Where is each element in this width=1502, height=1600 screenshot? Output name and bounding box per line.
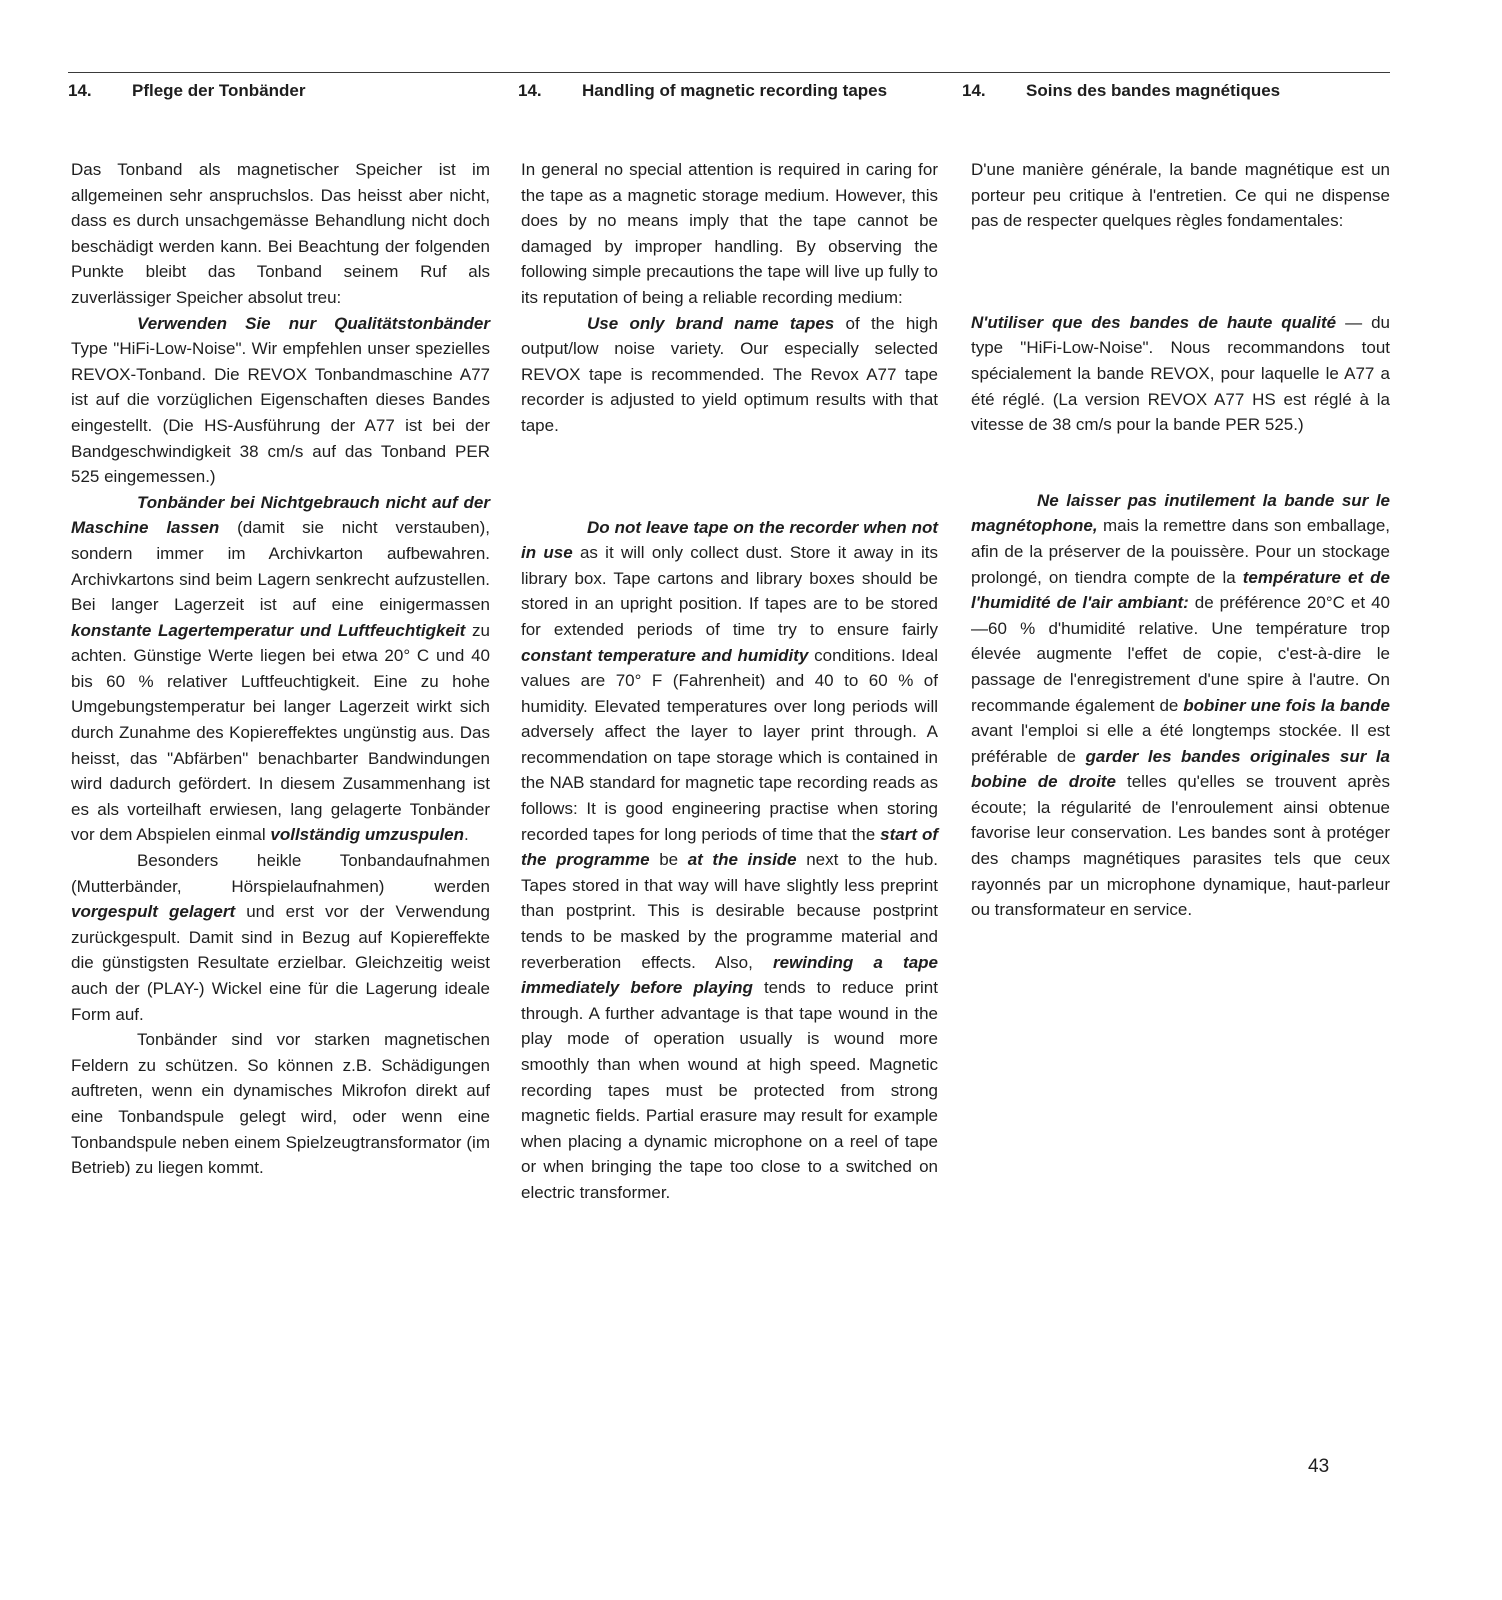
text: conditions. Ideal values are 70° F (Fahrenheit) and 40 to 60 % of humidity. Elevated temperatures over long periods will adversely affect the layer to layer print through. A recommendation on tape storage which is contained in the NAB standard for magnetic tape recording reads as follows: It is good engineering practise when storing recorded tapes for long periods of time that the	[521, 645, 938, 844]
emphasis: Tonbänder bei Nichtgebrauch nicht auf der Maschine lassen	[71, 492, 490, 538]
paragraph-master-tapes	[71, 848, 490, 1027]
emphasis: start of the programme	[521, 824, 938, 870]
paragraph-storage	[971, 488, 1390, 923]
emphasis: Ne laisser pas inutilement la bande sur le magnétophone,	[971, 490, 1390, 536]
page-number: 43	[1308, 1456, 1330, 1477]
text: zu achten. Günstige Werte liegen bei etwa 20° C und 40 bis 60 % relativer Luftfeuchtigkeit. Eine zu hohe Umgebungstemperatur bei langer Lagerzeit wirkt sich durch Zunahme des Kopiereffektes ungünstig aus. Das heisst, das "Abfärben" benachbarter Bandwindungen wird dadurch gefördert. In diesem Zusammenhang ist es als vorteilhaft erwiesen, lang gelagerte Tonbänder vor dem Abspielen einmal	[71, 620, 491, 845]
heading-english	[518, 80, 887, 102]
text: mais la remettre dans son emballage, afin de la préserver de la pouissère. Pour un stockage prolongé, on tiendra compte de la	[971, 516, 1390, 587]
emphasis: Use only brand name tapes	[587, 313, 835, 333]
emphasis: Verwenden Sie nur Qualitätstonbänder	[137, 313, 490, 333]
paragraph-quality-tapes	[71, 311, 490, 490]
emphasis: constant temperature and humidity	[521, 645, 809, 665]
emphasis: rewinding a tape immediately before playing	[521, 952, 939, 998]
emphasis: vorgespult gelagert	[71, 902, 236, 922]
text: — du type "HiFi-Low-Noise". Nous recommandons tout spécialement la bande REVOX, pour laquelle le A77 a été réglé. (La version REVOX A77 HS est réglé à la vitesse de 38 cm/s pour la bande PER 525.)	[971, 312, 1390, 435]
heading-number: 14.	[962, 81, 986, 100]
text: .	[464, 825, 469, 845]
text: as it will only collect dust. Store it away in its library box. Tape cartons and library boxes should be stored in an upright position. If tapes are to be stored for extended periods of time try to ensure fairly	[521, 543, 939, 639]
column-german	[71, 157, 490, 1181]
paragraph-intro: In general no special attention is required in caring for the tape as a magnetic storage medium. However, this does by no means imply that the tape cannot be damaged by improper handling. By observing the following simple precautions the tape will live up fully to its reputation of being a reliable recording medium:	[521, 160, 938, 307]
top-rule	[68, 72, 1390, 73]
paragraph-quality-tapes	[971, 310, 1390, 438]
column-english	[521, 157, 938, 1206]
heading-title: Pflege der Tonbänder	[132, 81, 306, 100]
heading-title: Soins des bandes magnétiques	[1026, 81, 1281, 100]
paragraph-storage	[521, 515, 938, 1206]
emphasis: vollständig umzuspulen	[270, 825, 465, 845]
paragraph-storage	[71, 490, 490, 848]
emphasis: garder les bandes originales sur la bobine de droite	[971, 746, 1391, 792]
text: und erst vor der Verwendung zurückgespult. Damit sind in Bezug auf Kopiereffekte die günstigsten Resultate erzielbar. Gleichzeitig weist auch der (PLAY-) Wickel eine für die Lagerung ideale Form auf.	[71, 902, 490, 1024]
paragraph-intro: D'une manière générale, la bande magnétique est un porteur peu critique à l'entretien. Ce qui ne dispense pas de respecter quelques règles fondamentales:	[971, 160, 1390, 231]
emphasis: température et de l'humidité de l'air ambiant:	[971, 567, 1390, 613]
text: avant l'emploi si elle a été longtemps stockée. Il est préférable de	[971, 721, 1390, 766]
text: Besonders heikle Tonbandaufnahmen (Mutterbänder, Hörspielaufnahmen) werden	[71, 851, 490, 896]
text: (damit sie nicht verstauben), sondern immer im Archivkarton aufbewahren. Archivkartons sind beim Lagern senkrecht aufzustellen. Bei langer Lagerzeit ist auf eine einigermassen	[71, 518, 490, 615]
heading-title: Handling of magnetic recording tapes	[582, 81, 888, 100]
paragraph-intro: Das Tonband als magnetischer Speicher ist im allgemeinen sehr anspruchslos. Das heisst aber nicht, dass es durch unsachgemässe Behandlung nicht doch beschädigt werden kann. Bei Beachtung der folgenden Punkte bleibt das Tonband seinem Ruf als zuverlässiger Speicher absolut treu:	[71, 160, 490, 307]
heading-german	[68, 80, 306, 102]
text: tends to reduce print through. A further advantage is that tape wound in the play mode of operation usually is wound more smoothly than when wound at high speed. Magnetic recording tapes must be protected from strong magnetic fields. Partial erasure may result for example when placing a dynamic microphone on a reel of tape or when bringing the tape too close to a switched on electric transformer.	[521, 978, 938, 1202]
text: be	[649, 850, 688, 870]
heading-number: 14.	[518, 81, 542, 100]
emphasis: bobiner une fois la bande	[1183, 695, 1390, 715]
emphasis: at the inside	[687, 850, 797, 870]
emphasis: Do not leave tape on the recorder when not in use	[521, 517, 938, 563]
heading-number: 14.	[68, 81, 92, 100]
text: de préférence 20°C et 40—60 % d'humidité relative. Une température trop élevée augmente l'effet de copie, c'est-à-dire le passage de l'enregistrement d'une spire à l'autre. On recommande également de	[971, 593, 1390, 715]
emphasis: konstante Lagertemperatur und Luftfeuchtigkeit	[71, 620, 466, 640]
paragraph-quality-tapes	[521, 311, 938, 439]
text: next to the hub. Tapes stored in that way will have slightly less preprint than postprint. This is desirable because postprint tends to be masked by the programme material and reverberation effects. Also,	[521, 850, 939, 972]
column-french	[971, 157, 1390, 923]
text: telles qu'elles se trouvent après écoute; la régularité de l'enroulement ainsi obtenue favorise leur conservation. Les bandes sont à protéger des champs magnétiques parasites tels que ceux rayonnés par un microphone dynamique, haut-parleur ou transformateur en service.	[971, 772, 1390, 920]
text: of the high output/low noise variety. Our especially selected REVOX tape is recommended. The Revox A77 tape recorder is adjusted to yield optimum results with that tape.	[521, 313, 938, 435]
heading-french	[962, 80, 1280, 102]
text: Type "HiFi-Low-Noise". Wir empfehlen unser spezielles REVOX-Tonband. Die REVOX Tonbandmaschine A77 ist auf die vorzüglichen Eigenschaften dieses Bandes eingestellt. (Die HS-Ausführung der A77 ist bei der Bandgeschwindigkeit 38 cm/s auf das Tonband PER 525 eingemessen.)	[71, 339, 490, 487]
paragraph-magnetic-fields: Tonbänder sind vor starken magnetischen Feldern zu schützen. So können z.B. Schädigungen auftreten, wenn ein dynamisches Mikrofon direkt auf eine Tonbandspule gelegt wird, oder wenn eine Tonbandspule neben einem Spielzeugtransformator (im Betrieb) zu liegen kommt.	[71, 1030, 490, 1178]
emphasis: N'utiliser que des bandes de haute qualité	[971, 312, 1337, 332]
